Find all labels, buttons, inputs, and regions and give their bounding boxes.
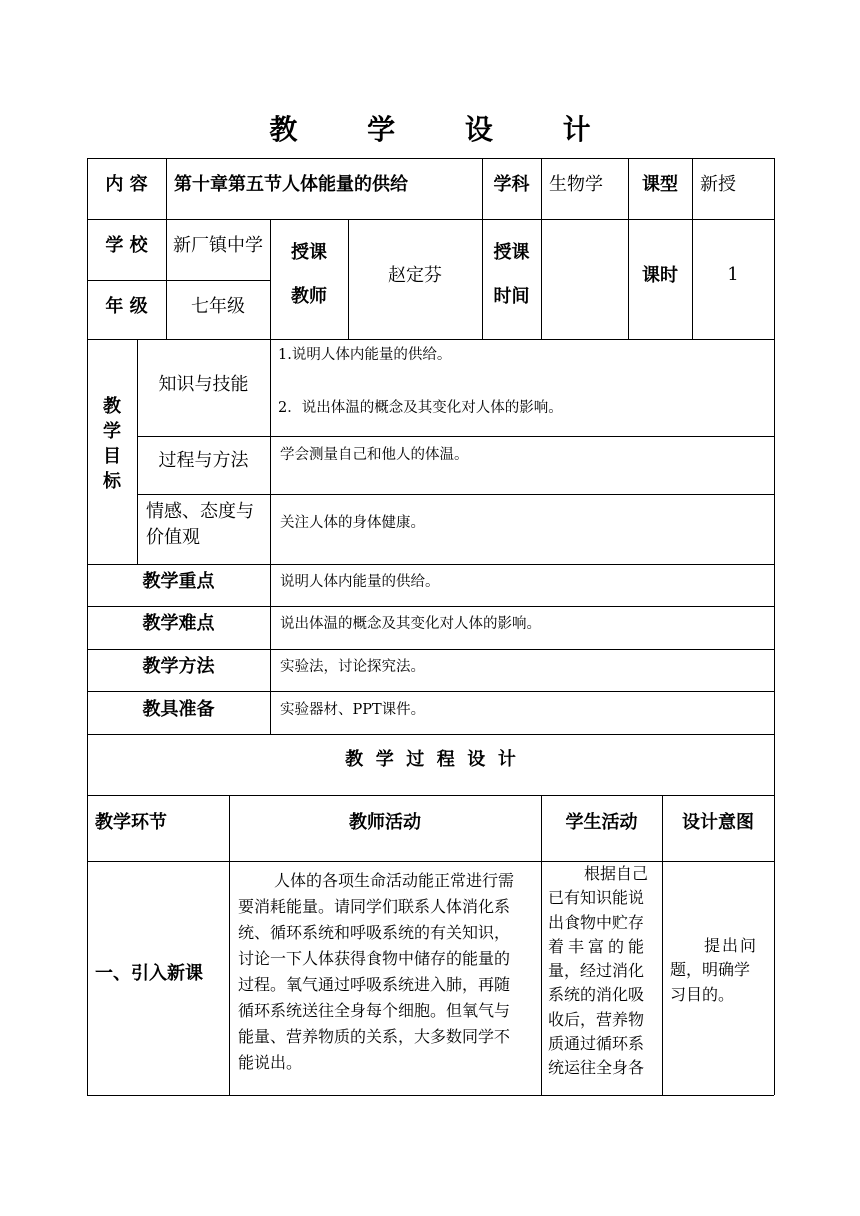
teacher-activity-line: 循环系统送往全身每个细胞。但氧气与 [238, 1001, 511, 1020]
grid-line [774, 158, 775, 1095]
emotion-label [146, 499, 254, 551]
knowledge-item-2: 2．说出体温的概念及其变化对人体的影响。 [278, 400, 563, 416]
teacher-label-line1: 授课 [291, 242, 327, 263]
document-title: 教 学 设 计 [269, 113, 621, 146]
col-stage-header: 教学环节 [95, 812, 167, 833]
student-activity-line: 量，经过消化 [548, 961, 645, 981]
time-value [541, 219, 628, 329]
student-activity-line: 收后，营养物 [548, 1009, 645, 1029]
grade-label: 年 级 [105, 296, 148, 317]
difficult-value: 说出体温的概念及其变化对人体的影响。 [280, 616, 541, 632]
content-value: 第十章第五节人体能量的供给 [174, 173, 408, 195]
subject-value: 生物学 [549, 173, 603, 195]
student-activity-line: 着丰富的能 [548, 936, 649, 956]
goals-label [87, 394, 137, 494]
student-activity-line: 根据自己 [584, 864, 649, 883]
teacher-activity-1 [238, 868, 534, 1076]
grade-value: 七年级 [191, 296, 245, 317]
teacher-activity-line: 过程。氧气通过呼吸系统进入肺，再随 [238, 975, 511, 994]
subject-label: 学科 [493, 173, 530, 195]
stage-1: 一、引入新课 [95, 963, 203, 984]
student-activity-line: 系统的消化吸 [548, 985, 645, 1005]
student-activity-line: 统运往全身各 [548, 1058, 645, 1078]
goals-label-char: 学 [103, 421, 121, 442]
knowledge-item-1: 1.说明人体内能量的供给。 [278, 347, 452, 363]
key-label: 教学重点 [142, 571, 215, 592]
process-label: 过程与方法 [158, 450, 249, 471]
time-label-line2: 时间 [493, 286, 530, 307]
grid-line [87, 861, 774, 862]
goals-label-char: 目 [103, 446, 121, 467]
emotion-value: 关注人体的身体健康。 [280, 515, 425, 531]
intent-line: 习目的。 [670, 984, 735, 1004]
tools-value: 实验器材、PPT课件。 [280, 702, 426, 718]
teacher-activity-line: 要消耗能量。请同学们联系人体消化系 [238, 897, 511, 916]
time-label-line1: 授课 [493, 242, 530, 263]
key-value: 说明人体内能量的供给。 [280, 574, 440, 590]
student-activity-line: 质通过循环系 [548, 1034, 645, 1054]
method-value: 实验法，讨论探究法。 [280, 659, 425, 675]
grid-line [137, 494, 774, 495]
teacher-activity-line: 能说出。 [238, 1053, 303, 1072]
school-label: 学 校 [105, 235, 148, 256]
grid-line [87, 1095, 774, 1096]
difficult-label: 教学难点 [142, 613, 215, 634]
hours-value: 1 [727, 263, 739, 285]
student-activity-1 [548, 862, 658, 1081]
student-activity-line: 出食物中贮存 [548, 912, 645, 932]
type-value: 新授 [700, 173, 736, 195]
col-teacher-header: 教师活动 [349, 812, 421, 833]
col-intent-header: 设计意图 [682, 812, 754, 833]
content-label: 内 容 [105, 173, 148, 195]
teacher-activity-line: 统、循环系统和呼吸系统的有关知识， [238, 923, 511, 942]
process-section-title: 教 学 过 程 设 计 [345, 749, 516, 770]
emotion-label-line1: 情感、态度与 [146, 501, 254, 522]
teacher-activity-line: 人体的各项生命活动能正常进行需 [274, 871, 515, 890]
teacher-activity-line: 讨论一下人体获得食物中储存的能量的 [238, 949, 511, 968]
goals-label-char: 教 [103, 396, 121, 417]
emotion-label-line2: 价值观 [146, 527, 200, 548]
hours-label: 课时 [642, 265, 678, 286]
knowledge-label: 知识与技能 [158, 373, 249, 395]
tools-label: 教具准备 [142, 699, 215, 720]
teacher-label-line2: 教师 [291, 286, 327, 307]
intent-line: 题，明确学 [670, 960, 751, 980]
teacher-value: 赵定芬 [388, 265, 442, 286]
type-label: 课型 [642, 173, 678, 195]
col-student-header: 学生活动 [565, 812, 638, 833]
intent-1 [670, 934, 768, 1007]
method-label: 教学方法 [142, 656, 215, 677]
intent-line: 提出问 [704, 936, 759, 955]
process-value: 学会测量自己和他人的体温。 [280, 447, 469, 463]
goals-label-char: 标 [103, 471, 121, 492]
student-activity-line: 已有知识能说 [548, 888, 645, 908]
school-value: 新厂镇中学 [173, 235, 263, 256]
teacher-activity-line: 能量、营养物质的关系，大多数同学不 [238, 1027, 511, 1046]
